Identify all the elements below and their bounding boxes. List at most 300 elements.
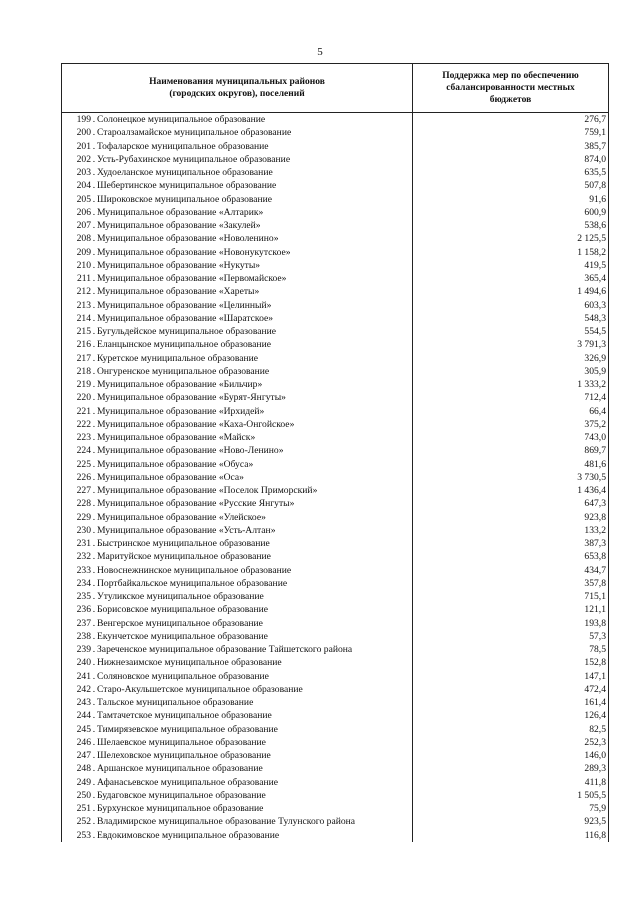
municipality-name: Муниципальное образование «Целинный» <box>97 299 272 311</box>
support-value: 75,9 <box>589 803 606 814</box>
row-number: 216 <box>76 339 91 351</box>
support-value: 1 505,5 <box>577 789 606 801</box>
municipality-cell <box>62 762 414 775</box>
row-number: 203 <box>76 167 91 178</box>
table-row <box>62 179 608 192</box>
municipality-name: Муниципальное образование «Русские Янгуты» <box>97 498 295 510</box>
row-number-dot: . <box>92 829 96 841</box>
row-number-dot: . <box>92 352 96 364</box>
municipality-name: Муниципальное образование «Бурят-Янгуты» <box>97 392 286 404</box>
municipality-name: Онгуренское муниципальное образование <box>97 365 270 377</box>
municipality-cell <box>62 736 414 749</box>
table-row <box>62 564 608 577</box>
table-row <box>62 259 608 272</box>
row-number-dot: . <box>92 140 96 152</box>
row-number: 208 <box>76 233 91 245</box>
municipality-name: Шелаевское муниципальное образование <box>97 736 266 748</box>
table-row <box>62 603 608 616</box>
row-number-dot: . <box>92 776 96 788</box>
municipality-cell <box>62 206 414 219</box>
table-row <box>62 696 608 709</box>
municipality-name: Будаговское муниципальное образование <box>97 789 266 801</box>
support-value: 365,4 <box>584 273 606 284</box>
municipality-cell <box>62 643 414 656</box>
row-number-dot: . <box>92 736 96 748</box>
row-number-dot: . <box>92 233 96 245</box>
municipality-name: Новоснежнинское муниципальное образование <box>97 564 292 576</box>
municipality-name: Тальское муниципальное образование <box>97 697 254 708</box>
municipality-cell <box>62 458 414 471</box>
municipality-name: Старо-Акульшетское муниципальное образование <box>97 683 303 695</box>
row-number-dot: . <box>92 458 96 470</box>
row-number-dot: . <box>92 630 96 642</box>
row-number-dot: . <box>92 339 96 351</box>
support-value: 161,4 <box>584 697 606 708</box>
municipality-cell <box>62 670 414 683</box>
municipality-cell <box>62 709 414 722</box>
row-number: 252 <box>76 816 91 828</box>
table-row <box>62 232 608 245</box>
municipality-name: Староалзамайское муниципальное образование <box>97 127 292 139</box>
row-number: 247 <box>76 750 91 761</box>
municipality-cell <box>62 193 414 206</box>
row-number-dot: . <box>92 816 96 828</box>
row-number: 218 <box>76 365 91 377</box>
row-number: 246 <box>76 736 91 748</box>
municipality-name: Муниципальное образование «Первомайское» <box>97 273 287 284</box>
table-row <box>62 829 608 842</box>
municipality-cell <box>62 550 414 563</box>
municipality-name: Муниципальное образование «Обуса» <box>97 458 254 470</box>
support-value: 874,0 <box>584 153 606 165</box>
row-number-dot: . <box>92 432 96 443</box>
municipality-name: Муниципальное образование «Новонукутское» <box>97 246 291 258</box>
municipality-cell <box>62 153 414 166</box>
municipality-cell <box>62 299 414 312</box>
row-number: 202 <box>76 153 91 165</box>
municipality-cell <box>62 166 414 179</box>
table-row <box>62 166 608 179</box>
municipality-cell <box>62 590 414 603</box>
support-value: 1 494,6 <box>577 286 606 298</box>
row-number: 214 <box>76 312 91 324</box>
row-number: 249 <box>76 776 91 788</box>
row-number: 251 <box>76 803 91 814</box>
municipality-cell <box>62 259 414 272</box>
row-number-dot: . <box>92 180 96 192</box>
row-number-dot: . <box>92 193 96 205</box>
municipality-name: Муниципальное образование «Усть-Алтан» <box>97 524 276 536</box>
support-value: 91,6 <box>589 193 606 205</box>
table-row <box>62 272 608 285</box>
row-number: 227 <box>76 485 91 496</box>
row-number-dot: . <box>92 379 96 390</box>
municipality-cell <box>62 789 414 802</box>
municipality-name: Зареченское муниципальное образование Тайшетского района <box>97 644 353 655</box>
municipality-name: Утуликское муниципальное образование <box>97 591 264 602</box>
municipality-cell <box>62 564 414 577</box>
municipality-cell <box>62 524 414 537</box>
municipality-name: Портбайкальское муниципальное образование <box>97 577 288 589</box>
row-number-dot: . <box>92 220 96 231</box>
table-row <box>62 444 608 457</box>
municipality-name: Борисовское муниципальное образование <box>97 604 268 616</box>
table-row <box>62 736 608 749</box>
row-number: 230 <box>76 524 91 536</box>
table-row <box>62 511 608 524</box>
support-value: 152,8 <box>584 657 606 669</box>
support-value: 121,1 <box>584 604 606 616</box>
row-number: 245 <box>76 723 91 735</box>
municipality-name: Муниципальное образование «Улейское» <box>97 511 266 523</box>
row-number-dot: . <box>92 789 96 801</box>
row-number: 215 <box>76 326 91 337</box>
row-number: 217 <box>76 352 91 364</box>
support-value: 472,4 <box>584 683 606 695</box>
municipality-cell <box>62 378 414 391</box>
table-row <box>62 206 608 219</box>
row-number: 209 <box>76 246 91 258</box>
municipality-cell <box>62 352 414 365</box>
support-value: 305,9 <box>584 365 606 377</box>
support-value: 554,5 <box>584 326 606 337</box>
municipality-name: Тамтачетское муниципальное образование <box>97 710 272 722</box>
table-row <box>62 550 608 563</box>
row-number: 212 <box>76 286 91 298</box>
row-number-dot: . <box>92 803 96 814</box>
support-value: 743,0 <box>584 432 606 443</box>
municipality-name: Муниципальное образование «Каха-Онгойское» <box>97 418 295 430</box>
row-number: 211 <box>76 273 91 284</box>
municipality-cell <box>62 603 414 616</box>
row-number: 229 <box>76 511 91 523</box>
row-number-dot: . <box>92 511 96 523</box>
support-value: 387,3 <box>584 538 606 549</box>
table-row <box>62 815 608 828</box>
row-number: 250 <box>76 789 91 801</box>
table-row <box>62 643 608 656</box>
municipality-cell <box>62 365 414 378</box>
support-value: 923,8 <box>584 511 606 523</box>
table-row <box>62 670 608 683</box>
municipality-cell <box>62 484 414 497</box>
table-row <box>62 126 608 139</box>
row-number-dot: . <box>92 591 96 602</box>
row-number: 253 <box>76 829 91 841</box>
row-number-dot: . <box>92 246 96 258</box>
row-number: 210 <box>76 259 91 271</box>
support-value: 712,4 <box>584 392 606 404</box>
budget-support-table <box>61 63 609 842</box>
row-number: 224 <box>76 445 91 457</box>
row-number: 234 <box>76 577 91 589</box>
row-number: 207 <box>76 220 91 231</box>
row-number: 220 <box>76 392 91 404</box>
row-number: 219 <box>76 379 91 390</box>
table-row <box>62 709 608 722</box>
table-row <box>62 140 608 153</box>
table-row <box>62 365 608 378</box>
support-value: 1 333,2 <box>577 379 606 390</box>
row-number-dot: . <box>92 286 96 298</box>
row-number-dot: . <box>92 644 96 655</box>
support-value: 759,1 <box>584 127 606 139</box>
row-number: 206 <box>76 206 91 218</box>
support-value: 375,2 <box>584 418 606 430</box>
row-number-dot: . <box>92 498 96 510</box>
support-value: 385,7 <box>584 140 606 152</box>
municipality-cell <box>62 656 414 669</box>
row-number-dot: . <box>92 577 96 589</box>
row-number: 222 <box>76 418 91 430</box>
table-row <box>62 577 608 590</box>
municipality-name: Муниципальное образование «Шаратское» <box>97 312 274 324</box>
support-value: 481,6 <box>584 458 606 470</box>
table-row <box>62 630 608 643</box>
municipality-cell <box>62 471 414 484</box>
table-row <box>62 749 608 762</box>
municipality-name: Муниципальное образование «Бильчир» <box>97 379 263 390</box>
municipality-name: Владимирское муниципальное образование Тулунского района <box>97 816 356 828</box>
row-number-dot: . <box>92 114 96 125</box>
municipality-cell <box>62 815 414 828</box>
support-value: 715,1 <box>584 591 606 602</box>
support-value: 538,6 <box>584 220 606 231</box>
header-municipality-name: Наименования муниципальных районов (городских округов), поселений <box>62 64 413 112</box>
municipality-name: Муниципальное образование «Поселок Приморский» <box>97 485 318 496</box>
municipality-name: Усть-Рубахинское муниципальное образование <box>97 153 291 165</box>
municipality-name: Муниципальное образование «Майск» <box>97 432 256 443</box>
row-number: 240 <box>76 657 91 669</box>
row-number: 235 <box>76 591 91 602</box>
municipality-cell <box>62 405 414 418</box>
municipality-name: Солонецкое муниципальное образование <box>97 114 266 125</box>
table-row <box>62 153 608 166</box>
municipality-cell <box>62 418 414 431</box>
row-number: 199 <box>76 114 91 125</box>
table-row <box>62 378 608 391</box>
table-row <box>62 325 608 338</box>
row-number-dot: . <box>92 206 96 218</box>
row-number: 239 <box>76 644 91 655</box>
row-number: 238 <box>76 630 91 642</box>
support-value: 126,4 <box>584 710 606 722</box>
row-number: 241 <box>76 670 91 682</box>
table-row <box>62 617 608 630</box>
support-value: 357,8 <box>584 577 606 589</box>
municipality-cell <box>62 312 414 325</box>
municipality-cell <box>62 246 414 259</box>
row-number: 248 <box>76 763 91 775</box>
table-header <box>62 64 608 113</box>
municipality-cell <box>62 113 414 126</box>
row-number-dot: . <box>92 670 96 682</box>
support-value: 193,8 <box>584 617 606 629</box>
municipality-cell <box>62 683 414 696</box>
row-number-dot: . <box>92 617 96 629</box>
support-value: 133,2 <box>584 524 606 536</box>
municipality-name: Шебертинское муниципальное образование <box>97 180 277 192</box>
row-number: 236 <box>76 604 91 616</box>
municipality-name: Нижнезаимское муниципальное образование <box>97 657 282 669</box>
municipality-cell <box>62 179 414 192</box>
municipality-name: Екунчетское муниципальное образование <box>97 630 268 642</box>
support-value: 57,3 <box>589 630 606 642</box>
municipality-name: Муниципальное образование «Ирхидей» <box>97 405 265 417</box>
row-number: 200 <box>76 127 91 139</box>
support-value: 276,7 <box>584 114 606 125</box>
municipality-name: Муниципальное образование «Закулей» <box>97 220 261 231</box>
municipality-name: Афанасьевское муниципальное образование <box>97 776 278 788</box>
municipality-cell <box>62 511 414 524</box>
municipality-cell <box>62 126 414 139</box>
row-number: 243 <box>76 697 91 708</box>
municipality-cell <box>62 497 414 510</box>
row-number-dot: . <box>92 259 96 271</box>
support-value: 252,3 <box>584 736 606 748</box>
table-row <box>62 497 608 510</box>
municipality-cell <box>62 219 414 232</box>
support-value: 600,9 <box>584 206 606 218</box>
row-number: 237 <box>76 617 91 629</box>
support-value: 66,4 <box>589 405 606 417</box>
municipality-cell <box>62 802 414 815</box>
municipality-cell <box>62 444 414 457</box>
support-value: 3 730,5 <box>577 471 606 483</box>
row-number-dot: . <box>92 710 96 722</box>
row-number-dot: . <box>92 551 96 563</box>
support-value: 653,8 <box>584 551 606 563</box>
support-value: 2 125,5 <box>577 233 606 245</box>
row-number-dot: . <box>92 485 96 496</box>
municipality-cell <box>62 723 414 736</box>
support-value: 603,3 <box>584 299 606 311</box>
row-number-dot: . <box>92 763 96 775</box>
row-number: 232 <box>76 551 91 563</box>
page-number: 5 <box>317 46 323 58</box>
municipality-name: Венгерское муниципальное образование <box>97 617 263 629</box>
support-value: 82,5 <box>589 723 606 735</box>
municipality-cell <box>62 272 414 285</box>
row-number-dot: . <box>92 326 96 337</box>
municipality-cell <box>62 140 414 153</box>
support-value: 647,3 <box>584 498 606 510</box>
support-value: 326,9 <box>584 352 606 364</box>
municipality-name: Маритуйское муниципальное образование <box>97 551 271 563</box>
row-number-dot: . <box>92 365 96 377</box>
support-value: 146,0 <box>584 750 606 761</box>
municipality-cell <box>62 325 414 338</box>
row-number: 201 <box>76 140 91 152</box>
table-row <box>62 656 608 669</box>
municipality-cell <box>62 630 414 643</box>
support-value: 923,5 <box>584 816 606 828</box>
row-number-dot: . <box>92 471 96 483</box>
municipality-name: Муниципальное образование «Алтарик» <box>97 206 264 218</box>
row-number-dot: . <box>92 538 96 549</box>
row-number: 213 <box>76 299 91 311</box>
table-row <box>62 299 608 312</box>
support-value: 1 158,2 <box>577 246 606 258</box>
municipality-name: Шелеховское муниципальное образование <box>97 750 271 761</box>
row-number-dot: . <box>92 127 96 139</box>
municipality-name: Худоеланское муниципальное образование <box>97 167 273 178</box>
row-number: 226 <box>76 471 91 483</box>
row-number: 221 <box>76 405 91 417</box>
row-number: 205 <box>76 193 91 205</box>
row-number: 204 <box>76 180 91 192</box>
table-row <box>62 338 608 351</box>
table-row <box>62 537 608 550</box>
header-budget-support: Поддержка мер по обеспечению сбалансированности местных бюджетов <box>442 71 579 105</box>
municipality-name: Быстринское муниципальное образование <box>97 538 270 549</box>
row-number: 225 <box>76 458 91 470</box>
table-row <box>62 285 608 298</box>
row-number: 231 <box>76 538 91 549</box>
support-value: 548,3 <box>584 312 606 324</box>
row-number: 223 <box>76 432 91 443</box>
row-number-dot: . <box>92 299 96 311</box>
table-row <box>62 789 608 802</box>
support-value: 869,7 <box>584 445 606 457</box>
table-row <box>62 113 608 126</box>
municipality-cell <box>62 617 414 630</box>
table-row <box>62 312 608 325</box>
table-row <box>62 219 608 232</box>
table-row <box>62 458 608 471</box>
municipality-name: Еланцынское муниципальное образование <box>97 339 271 351</box>
municipality-name: Куретское муниципальное образование <box>97 352 259 364</box>
support-value: 434,7 <box>584 564 606 576</box>
row-number: 242 <box>76 683 91 695</box>
row-number-dot: . <box>92 723 96 735</box>
municipality-name: Муниципальное образование «Хареты» <box>97 286 260 298</box>
table-row <box>62 471 608 484</box>
support-value: 147,1 <box>584 670 606 682</box>
municipality-cell <box>62 431 414 444</box>
row-number: 233 <box>76 564 91 576</box>
municipality-cell <box>62 391 414 404</box>
table-row <box>62 723 608 736</box>
table-row <box>62 802 608 815</box>
municipality-name: Тимирязевское муниципальное образование <box>97 723 278 735</box>
table-row <box>62 352 608 365</box>
municipality-cell <box>62 232 414 245</box>
table-row <box>62 524 608 537</box>
row-number-dot: . <box>92 750 96 761</box>
support-value: 3 791,3 <box>577 339 606 351</box>
support-value: 1 436,4 <box>577 485 606 496</box>
row-number-dot: . <box>92 312 96 324</box>
column-divider <box>412 113 413 842</box>
table-row <box>62 391 608 404</box>
municipality-cell <box>62 696 414 709</box>
table-row <box>62 193 608 206</box>
row-number-dot: . <box>92 405 96 417</box>
support-value: 635,5 <box>584 167 606 178</box>
municipality-name: Бурхунское муниципальное образование <box>97 803 264 814</box>
row-number-dot: . <box>92 392 96 404</box>
table-row <box>62 762 608 775</box>
municipality-name: Тофаларское муниципальное образование <box>97 140 269 152</box>
table-row <box>62 484 608 497</box>
row-number-dot: . <box>92 564 96 576</box>
table-row <box>62 683 608 696</box>
municipality-name: Бугульдейское муниципальное образование <box>97 326 277 337</box>
table-row <box>62 590 608 603</box>
row-number: 244 <box>76 710 91 722</box>
municipality-cell <box>62 577 414 590</box>
